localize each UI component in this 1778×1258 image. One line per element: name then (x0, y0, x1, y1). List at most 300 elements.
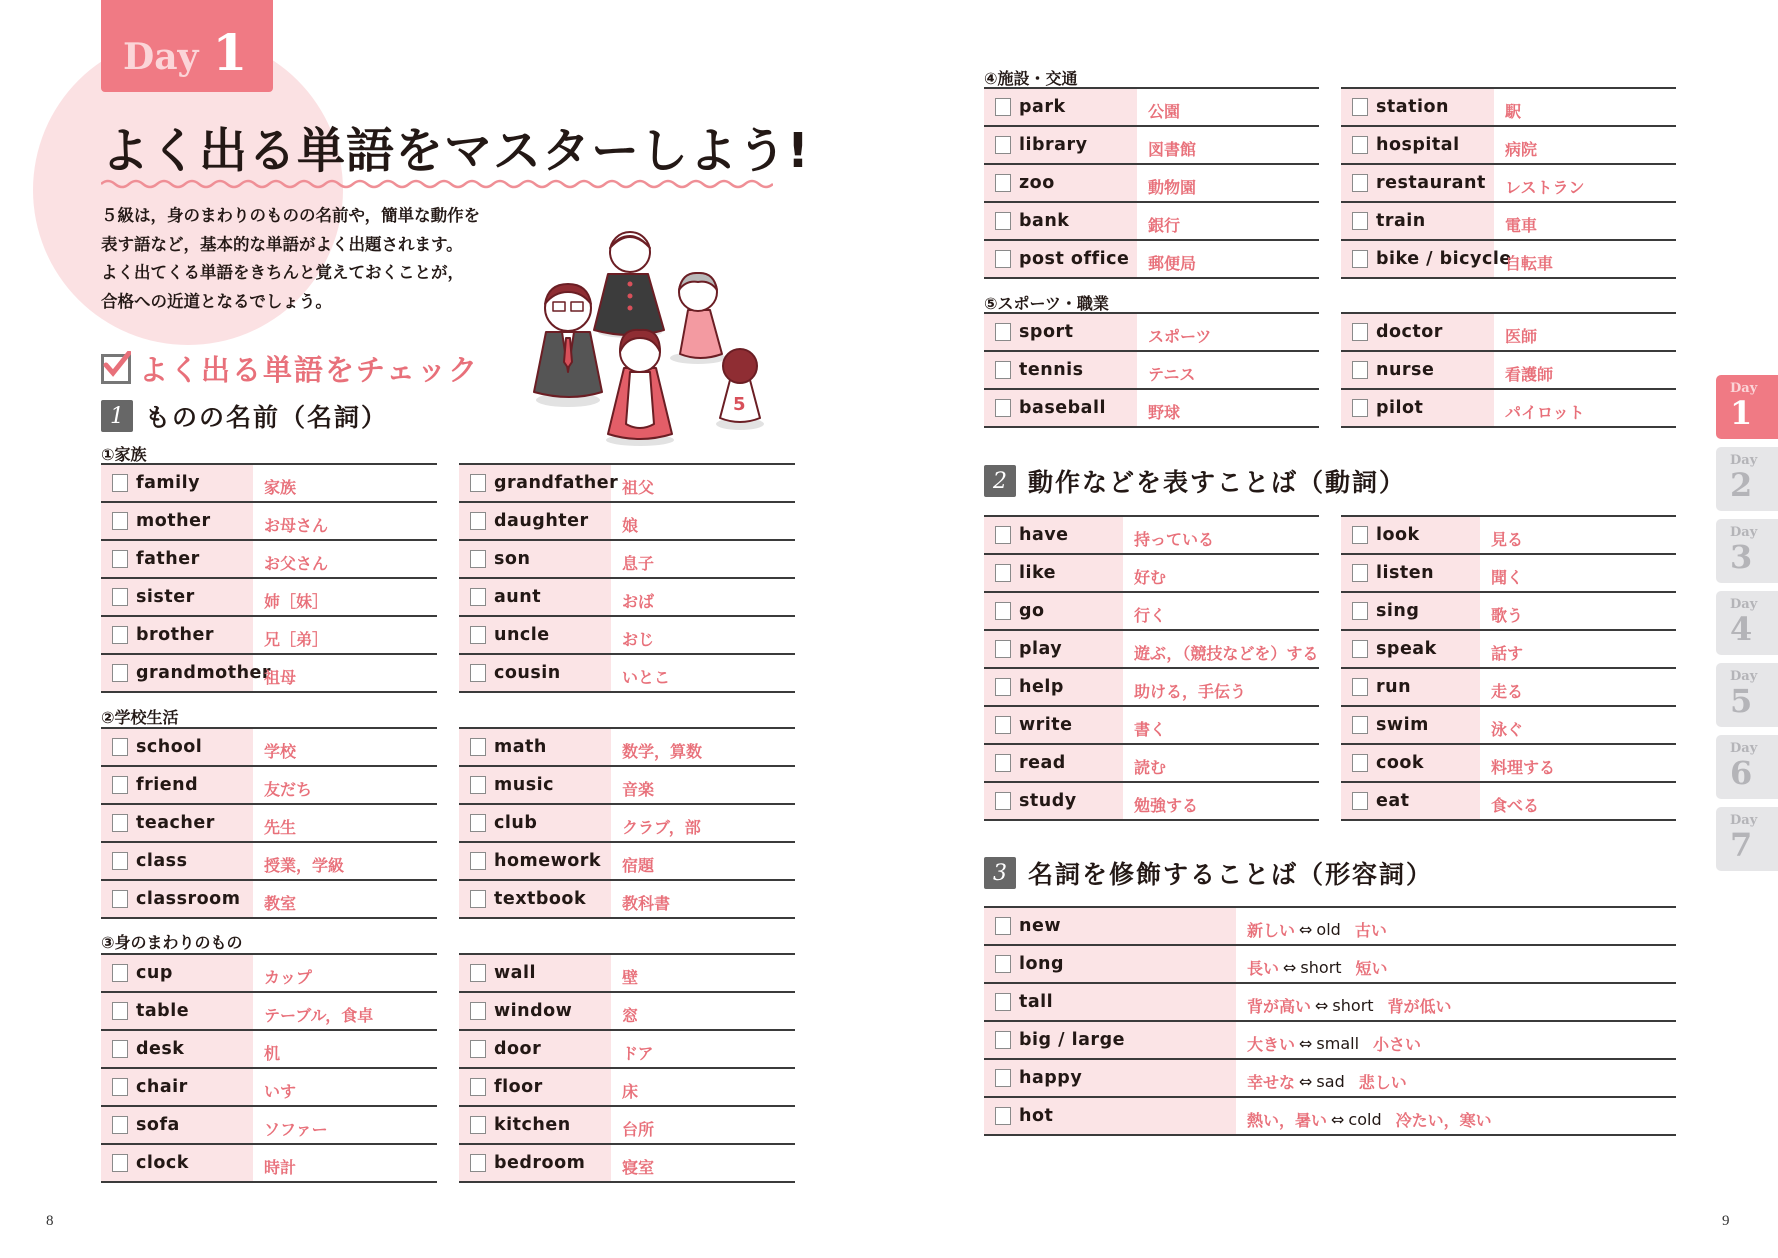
page-number-left: 8 (46, 1213, 54, 1229)
english-word-cell (1341, 127, 1494, 163)
english-word: textbook (494, 889, 587, 909)
english-word-cell (459, 881, 611, 917)
word-checkbox[interactable] (1352, 602, 1368, 620)
word-checkbox[interactable] (1352, 640, 1368, 658)
word-checkbox[interactable] (112, 1002, 128, 1020)
word-checkbox[interactable] (1352, 754, 1368, 772)
english-word-cell (1341, 314, 1494, 350)
word-row (984, 707, 1319, 745)
day-tab-label: Day (1730, 813, 1758, 828)
day-tab-label: Day (1730, 453, 1758, 468)
english-word-cell (101, 1107, 253, 1143)
word-row (1341, 352, 1676, 390)
english-word: cook (1376, 753, 1425, 773)
word-row (459, 1069, 795, 1107)
english-word-cell (984, 1098, 1236, 1134)
word-checkbox[interactable] (995, 564, 1011, 582)
japanese-meaning: 長い (1247, 958, 1280, 978)
japanese-meaning: 音楽 (622, 779, 655, 799)
group-heading: ③身のまわりのもの (101, 933, 243, 952)
english-word: wall (494, 963, 536, 983)
english-word-cell (101, 767, 253, 803)
english-word-cell (984, 984, 1236, 1020)
word-row (101, 541, 437, 579)
word-checkbox[interactable] (995, 1069, 1011, 1087)
word-row (1341, 593, 1676, 631)
word-checkbox[interactable] (1352, 564, 1368, 582)
word-row (101, 1107, 437, 1145)
word-checkbox[interactable] (112, 1040, 128, 1058)
day-tab-2[interactable] (1716, 447, 1778, 511)
word-checkbox[interactable] (112, 738, 128, 756)
english-word-cell (459, 805, 611, 841)
opposite-japanese: 古い (1354, 920, 1387, 940)
section-number: 2 (984, 465, 1016, 497)
english-word-cell (984, 946, 1236, 982)
english-word-cell (459, 729, 611, 765)
english-word-cell (101, 993, 253, 1029)
word-row (459, 1107, 795, 1145)
section-number: 3 (984, 857, 1016, 889)
day-tab-number: 7 (1730, 826, 1753, 864)
word-row (984, 783, 1319, 821)
word-checkbox[interactable] (995, 678, 1011, 696)
word-row (984, 241, 1319, 279)
section-2-heading (984, 463, 1406, 499)
english-word-cell (459, 955, 611, 991)
word-checkbox[interactable] (1352, 136, 1368, 154)
section-title: 名詞を修飾することば（形容詞） (1028, 860, 1434, 889)
japanese-meaning: 授業，学級 (264, 855, 345, 875)
japanese-meaning: テニス (1148, 364, 1196, 384)
word-row (984, 593, 1319, 631)
section-title: 動作などを表すことば（動詞） (1028, 468, 1407, 497)
japanese-meaning: 時計 (264, 1157, 297, 1177)
word-checkbox[interactable] (112, 1154, 128, 1172)
word-row (984, 352, 1319, 390)
word-row (459, 881, 795, 919)
day-tab-number: 5 (1730, 682, 1753, 720)
word-checkbox[interactable] (112, 626, 128, 644)
japanese-meaning: 走る (1491, 681, 1524, 701)
english-word: tennis (1019, 360, 1084, 380)
english-word: zoo (1019, 173, 1055, 193)
word-row (459, 617, 795, 655)
japanese-meaning: 書く (1134, 719, 1167, 739)
japanese-meaning: 祖母 (264, 667, 297, 687)
day-tab-7[interactable] (1716, 807, 1778, 871)
wavy-underline (101, 178, 773, 190)
opposite-japanese: 背が低い (1387, 996, 1452, 1016)
english-word-cell (459, 767, 611, 803)
japanese-meaning: 電車 (1505, 215, 1538, 235)
english-word-cell (984, 390, 1137, 426)
english-word-cell (459, 541, 611, 577)
day-tab-6[interactable] (1716, 735, 1778, 799)
day-badge (101, 0, 273, 92)
word-row (984, 127, 1319, 165)
english-word-cell (101, 503, 253, 539)
word-row (101, 1031, 437, 1069)
japanese-meaning: 助ける，手伝う (1134, 681, 1247, 701)
english-word: baseball (1019, 398, 1106, 418)
word-checkbox[interactable] (112, 664, 128, 682)
word-checkbox[interactable] (112, 852, 128, 870)
japanese-meaning: おば (622, 591, 655, 611)
word-row (1341, 555, 1676, 593)
english-word-cell (1341, 555, 1480, 591)
adjective-row (984, 984, 1676, 1022)
english-word: hot (1019, 1106, 1054, 1126)
japanese-meaning: 教科書 (622, 893, 671, 913)
japanese-meaning: レストラン (1505, 177, 1585, 197)
word-row (459, 805, 795, 843)
adjective-row (984, 908, 1676, 946)
japanese-meaning: 医師 (1505, 326, 1538, 346)
word-row (984, 89, 1319, 127)
japanese-meaning: 家族 (264, 477, 297, 497)
word-row (1341, 241, 1676, 279)
english-word: tall (1019, 992, 1054, 1012)
english-word-cell (459, 579, 611, 615)
word-checkbox[interactable] (995, 361, 1011, 379)
word-checkbox[interactable] (1352, 526, 1368, 544)
word-checkbox[interactable] (1352, 250, 1368, 268)
english-word-cell (1341, 669, 1480, 705)
english-word: listen (1376, 563, 1435, 583)
opposite-arrow-icon: ⇔ (1331, 1109, 1345, 1129)
english-word: mother (136, 511, 211, 531)
day-tab-number: 6 (1730, 754, 1753, 792)
english-word: homework (494, 851, 602, 871)
word-checkbox[interactable] (1352, 323, 1368, 341)
english-word: grandmother (136, 663, 272, 683)
japanese-meaning: 大きい (1247, 1034, 1296, 1054)
word-row (459, 1031, 795, 1069)
page-title: よく出る単語をマスターしよう! (101, 123, 810, 179)
opposite-arrow-icon: ⇔ (1299, 919, 1313, 939)
word-table (101, 727, 437, 919)
japanese-meaning: ドア (622, 1043, 654, 1063)
word-row (459, 843, 795, 881)
word-checkbox[interactable] (470, 626, 486, 644)
word-checkbox[interactable] (470, 852, 486, 870)
word-checkbox[interactable] (112, 1078, 128, 1096)
japanese-meaning: 祖父 (622, 477, 655, 497)
japanese-meaning: 野球 (1148, 402, 1181, 422)
word-row (459, 955, 795, 993)
japanese-meaning: 遊ぶ，（競技などを）する (1134, 643, 1319, 663)
japanese-meaning: 持っている (1134, 529, 1215, 549)
word-checkbox[interactable] (112, 550, 128, 568)
word-checkbox[interactable] (470, 1002, 486, 1020)
word-row (1341, 517, 1676, 555)
word-checkbox[interactable] (470, 890, 486, 908)
word-checkbox[interactable] (470, 1078, 486, 1096)
word-checkbox[interactable] (470, 512, 486, 530)
english-word-cell (1341, 593, 1480, 629)
word-row (984, 314, 1319, 352)
english-word: aunt (494, 587, 542, 607)
english-word: big / large (1019, 1030, 1125, 1050)
word-row (101, 579, 437, 617)
english-word: pilot (1376, 398, 1424, 418)
opposite-japanese: 短い (1355, 958, 1388, 978)
word-checkbox[interactable] (112, 512, 128, 530)
svg-text:5: 5 (733, 394, 746, 415)
intro-line: 表す語など，基本的な単語がよく出題されます。 (101, 234, 463, 254)
word-checkbox[interactable] (1352, 678, 1368, 696)
word-row (1341, 745, 1676, 783)
word-checkbox[interactable] (995, 917, 1011, 935)
english-word: study (1019, 791, 1077, 811)
checkmark-icon (101, 354, 131, 384)
japanese-meaning: スポーツ (1148, 326, 1212, 346)
japanese-meaning: ソファー (264, 1119, 328, 1139)
english-word-cell (1341, 241, 1512, 277)
english-word: cup (136, 963, 173, 983)
adjective-meaning (1236, 1022, 1421, 1058)
adjective-row (984, 1098, 1676, 1136)
english-word-cell (459, 503, 611, 539)
word-checkbox[interactable] (112, 474, 128, 492)
english-word-cell (984, 669, 1123, 705)
japanese-meaning: 宿題 (622, 855, 655, 875)
section-1-heading (101, 398, 388, 434)
japanese-meaning: 聞く (1491, 567, 1524, 587)
word-checkbox[interactable] (995, 136, 1011, 154)
english-word: teacher (136, 813, 215, 833)
english-word-cell (1341, 165, 1494, 201)
adjective-row (984, 1022, 1676, 1060)
english-word: clock (136, 1153, 189, 1173)
english-word: write (1019, 715, 1073, 735)
word-table (984, 515, 1319, 821)
english-word: sofa (136, 1115, 180, 1135)
english-word: sister (136, 587, 195, 607)
japanese-meaning: 友だち (264, 779, 313, 799)
word-checkbox[interactable] (470, 964, 486, 982)
english-word: post office (1019, 249, 1130, 269)
word-checkbox[interactable] (995, 754, 1011, 772)
japanese-meaning: 話す (1491, 643, 1524, 663)
japanese-meaning: 郵便局 (1148, 253, 1197, 273)
english-word-cell (984, 517, 1123, 553)
japanese-meaning: お母さん (264, 515, 329, 535)
word-checkbox[interactable] (1352, 174, 1368, 192)
japanese-meaning: 歌う (1491, 605, 1524, 625)
section-3-heading (984, 855, 1433, 891)
group-heading: ⑤スポーツ・職業 (984, 294, 1109, 313)
word-checkbox[interactable] (112, 776, 128, 794)
day-tab-4[interactable] (1716, 591, 1778, 655)
word-row (984, 165, 1319, 203)
word-checkbox[interactable] (470, 664, 486, 682)
english-word: music (494, 775, 554, 795)
word-row (101, 1145, 437, 1183)
english-word-cell (1341, 390, 1494, 426)
opposite-english: short (1332, 995, 1374, 1015)
family-figures-illustration (520, 212, 770, 452)
english-word: door (494, 1039, 542, 1059)
word-checkbox[interactable] (1352, 792, 1368, 810)
opposite-japanese: 悲しい (1358, 1072, 1407, 1092)
adjective-meaning (1236, 1098, 1492, 1134)
english-word: read (1019, 753, 1066, 773)
english-word: son (494, 549, 531, 569)
word-row (101, 729, 437, 767)
opposite-english: short (1300, 957, 1342, 977)
section-title: ものの名前（名詞） (145, 403, 389, 432)
japanese-meaning: 泳ぐ (1491, 719, 1524, 739)
word-checkbox[interactable] (995, 993, 1011, 1011)
word-checkbox[interactable] (470, 550, 486, 568)
adjective-meaning (1236, 908, 1387, 944)
word-checkbox[interactable] (470, 738, 486, 756)
word-row (101, 881, 437, 919)
word-row (984, 669, 1319, 707)
japanese-meaning: 台所 (622, 1119, 655, 1139)
opposite-english: small (1316, 1033, 1360, 1053)
english-word: nurse (1376, 360, 1435, 380)
adjective-table (984, 906, 1676, 1136)
word-checkbox[interactable] (995, 1107, 1011, 1125)
english-word-cell (984, 631, 1123, 667)
word-checkbox[interactable] (995, 98, 1011, 116)
english-word: swim (1376, 715, 1429, 735)
japanese-meaning: 寝室 (622, 1157, 655, 1177)
word-checkbox[interactable] (470, 588, 486, 606)
day-tab-1[interactable] (1716, 375, 1778, 439)
word-checkbox[interactable] (995, 640, 1011, 658)
word-checkbox[interactable] (470, 814, 486, 832)
day-tab-3[interactable] (1716, 519, 1778, 583)
word-row (1341, 203, 1676, 241)
word-row (459, 579, 795, 617)
english-word: help (1019, 677, 1064, 697)
group-heading: ④施設・交通 (984, 69, 1078, 88)
english-word-cell (984, 707, 1123, 743)
word-table (459, 463, 795, 693)
word-checkbox[interactable] (995, 399, 1011, 417)
english-word: father (136, 549, 200, 569)
word-checkbox[interactable] (995, 792, 1011, 810)
word-table (1341, 87, 1676, 279)
english-word-cell (1341, 783, 1480, 819)
english-word: school (136, 737, 203, 757)
english-word: table (136, 1001, 190, 1021)
english-word-cell (459, 1107, 611, 1143)
english-word: uncle (494, 625, 550, 645)
english-word-cell (984, 127, 1137, 163)
word-checkbox[interactable] (995, 212, 1011, 230)
day-tab-number: 3 (1730, 538, 1753, 576)
english-word-cell (101, 729, 253, 765)
english-word-cell (101, 655, 272, 691)
word-checkbox[interactable] (470, 1154, 486, 1172)
english-word: happy (1019, 1068, 1083, 1088)
english-word-cell (459, 655, 611, 691)
english-word-cell (984, 352, 1137, 388)
word-checkbox[interactable] (470, 1116, 486, 1134)
japanese-meaning: パイロット (1505, 402, 1585, 422)
word-table (101, 953, 437, 1183)
english-word-cell (1341, 631, 1480, 667)
word-checkbox[interactable] (112, 890, 128, 908)
word-checkbox[interactable] (112, 1116, 128, 1134)
word-table (459, 727, 795, 919)
day-tab-label: Day (1730, 669, 1758, 684)
word-checkbox[interactable] (1352, 212, 1368, 230)
word-checkbox[interactable] (112, 588, 128, 606)
japanese-meaning: 見る (1491, 529, 1524, 549)
japanese-meaning: 背が高い (1247, 996, 1312, 1016)
english-word: doctor (1376, 322, 1443, 342)
page-number-right: 9 (1722, 1213, 1730, 1229)
word-row (101, 955, 437, 993)
word-checkbox[interactable] (995, 174, 1011, 192)
japanese-meaning: 駅 (1505, 101, 1522, 121)
word-checkbox[interactable] (995, 602, 1011, 620)
english-word-cell (101, 579, 253, 615)
english-word-cell (984, 593, 1123, 629)
word-row (459, 1145, 795, 1183)
japanese-meaning: 図書館 (1148, 139, 1197, 159)
word-checkbox[interactable] (1352, 716, 1368, 734)
japanese-meaning: 看護師 (1505, 364, 1554, 384)
word-checkbox[interactable] (995, 1031, 1011, 1049)
english-word: eat (1376, 791, 1410, 811)
japanese-meaning: 食べる (1491, 795, 1540, 815)
word-checkbox[interactable] (1352, 98, 1368, 116)
japanese-meaning: 先生 (264, 817, 297, 837)
intro-line: ５級は，身のまわりのものの名前や，簡単な動作を (101, 206, 481, 225)
word-checkbox[interactable] (470, 776, 486, 794)
japanese-meaning: 好む (1134, 567, 1167, 587)
word-checkbox[interactable] (995, 250, 1011, 268)
word-checkbox[interactable] (995, 955, 1011, 973)
japanese-meaning: 兄［弟］ (264, 629, 329, 649)
word-row (1341, 314, 1676, 352)
japanese-meaning: いとこ (622, 667, 671, 687)
word-checkbox[interactable] (470, 1040, 486, 1058)
english-word-cell (984, 555, 1123, 591)
word-checkbox[interactable] (1352, 399, 1368, 417)
word-row (459, 729, 795, 767)
japanese-meaning: 娘 (622, 515, 639, 535)
word-row (101, 1069, 437, 1107)
word-checkbox[interactable] (995, 526, 1011, 544)
adjective-row (984, 946, 1676, 984)
word-checkbox[interactable] (1352, 361, 1368, 379)
english-word-cell (101, 617, 253, 653)
japanese-meaning: 熱い，暑い (1247, 1110, 1328, 1130)
day-tab-5[interactable] (1716, 663, 1778, 727)
word-checkbox[interactable] (995, 323, 1011, 341)
word-checkbox[interactable] (112, 964, 128, 982)
japanese-meaning: 勉強する (1134, 795, 1199, 815)
intro-line: 合格への近道となるでしょう。 (101, 291, 332, 311)
word-checkbox[interactable] (470, 474, 486, 492)
english-word: park (1019, 97, 1066, 117)
word-checkbox[interactable] (112, 814, 128, 832)
intro-line: よく出てくる単語をきちんと覚えておくことが， (101, 263, 464, 282)
adjective-meaning (1236, 946, 1388, 982)
english-word: station (1376, 97, 1449, 117)
check-heading-text: よく出る単語をチェック (139, 353, 480, 387)
word-row (1341, 669, 1676, 707)
word-checkbox[interactable] (995, 716, 1011, 734)
